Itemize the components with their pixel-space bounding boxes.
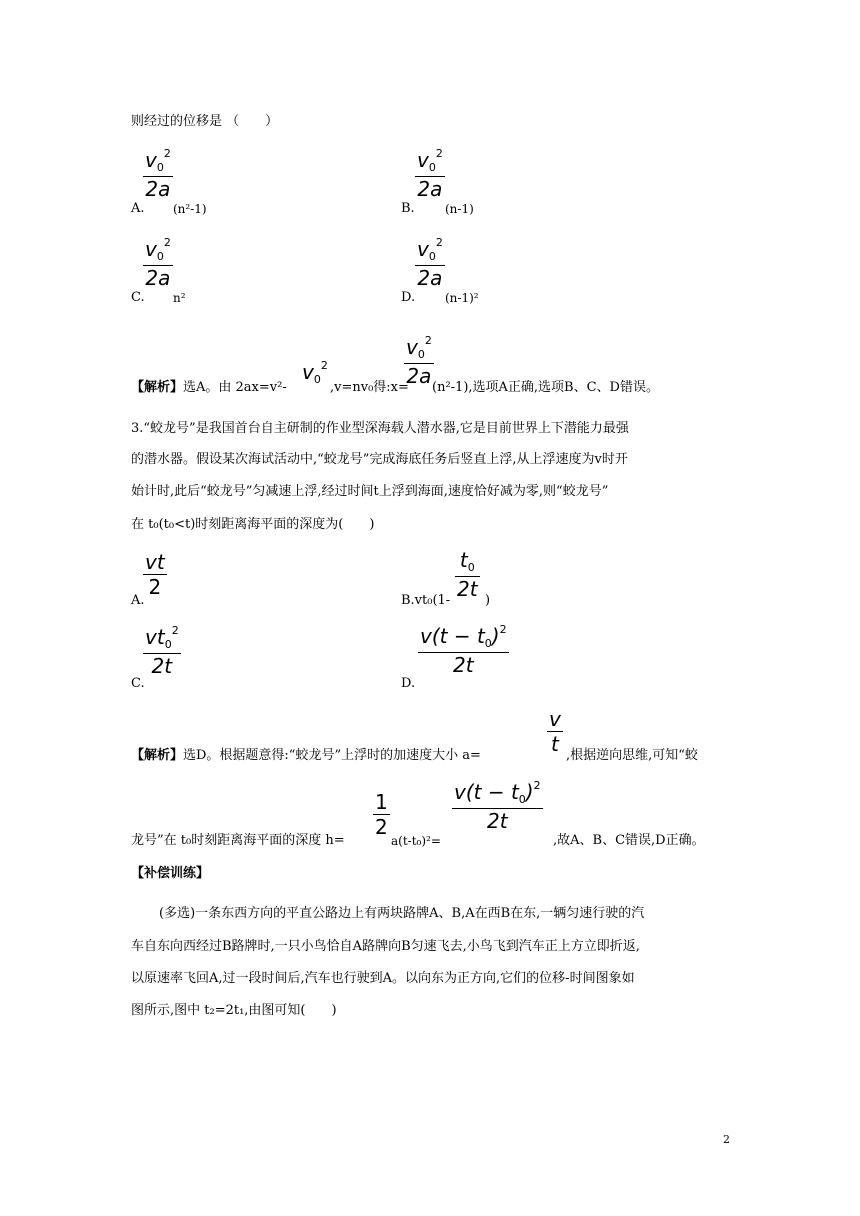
q3-analysis-tag: 【解析】 — [131, 748, 184, 763]
q3-option-d-fraction — [418, 624, 509, 677]
q3-option-b-prefix: B.vt₀(1- — [401, 593, 451, 608]
q2-option-c-tail: n² — [173, 291, 186, 305]
fraction-numerator: $v(t - t_0)^2$ — [420, 623, 507, 650]
fraction-denominator: t — [551, 732, 559, 756]
fraction-numerator: 1 — [375, 790, 388, 814]
q2-option-a-label: A. — [131, 201, 145, 216]
q3-analysis-text4: a(t-t₀)²= — [391, 834, 441, 848]
q3-analysis-text3: 龙号”在 t₀时刻距离海平面的深度 h= — [131, 833, 345, 848]
q3-analysis-a-fraction — [547, 707, 563, 756]
q3-analysis-text5: ,故A、B、C错误,D正确。 — [553, 833, 705, 848]
supplement-line2: 车自东向西经过B路牌时,一只小鸟恰自A路牌向B匀速飞去,小鸟飞到汽车正上方立即折返, — [131, 939, 640, 954]
q3-stem-line4: 在 t₀(t₀<t)时刻距离海平面的深度为( ) — [131, 517, 375, 532]
q3-option-d-label: D. — [401, 676, 416, 691]
fraction-numerator: $v_0^2$ — [406, 334, 432, 361]
q2-option-a-tail: (n²-1) — [173, 202, 207, 216]
fraction-numerator: $v_0^2$ — [417, 236, 443, 263]
fraction-denominator: 2a — [145, 266, 171, 290]
q2-option-b-tail: (n-1) — [445, 202, 474, 216]
q2-option-b-fraction — [415, 148, 445, 201]
page-number: 2 — [723, 1133, 730, 1146]
q2-analysis-text1: 选A。由 2ax=v²- — [183, 380, 287, 395]
fraction-numerator: $v_0^2$ — [145, 147, 171, 174]
q2-option-d-label: D. — [401, 290, 416, 305]
fraction-denominator: 2 — [148, 575, 162, 599]
fraction-denominator: 2t — [457, 577, 478, 601]
fraction-numerator: vt — [145, 550, 165, 574]
q3-option-c-label: C. — [131, 676, 145, 691]
q3-option-b-fraction — [455, 548, 480, 601]
fraction-denominator: 2t — [151, 654, 173, 678]
fraction-denominator: 2t — [453, 653, 474, 677]
fraction-denominator: 2a — [417, 177, 443, 201]
fraction-denominator: 2a — [145, 177, 171, 201]
fraction-numerator: $vt_0^2$ — [145, 624, 179, 651]
fraction-numerator: $v_0^2$ — [145, 236, 171, 263]
supplement-title: 【补偿训练】 — [131, 866, 210, 881]
fraction-denominator: 2a — [406, 364, 432, 388]
fraction-numerator: v — [549, 707, 561, 731]
q2-analysis-text3: (n²-1),选项A正确,选项B、C、D错误。 — [432, 380, 659, 395]
q2-option-d-tail: (n-1)² — [445, 291, 479, 305]
q2-analysis-tag: 【解析】 — [131, 380, 184, 395]
q3-analysis-depth-fraction — [452, 780, 543, 833]
fraction-numerator: $t_0$ — [459, 548, 475, 574]
q3-stem-line2: 的潜水器。假设某次海试活动中,“蛟龙号”完成海底任务后竖直上浮,从上浮速度为v时开 — [131, 452, 628, 467]
q3-option-a-label: A. — [131, 593, 145, 608]
fraction-numerator: $v(t - t_0)^2$ — [454, 779, 541, 806]
supplement-line1: (多选)一条东西方向的平直公路边上有两块路牌A、B,A在西B在东,一辆匀速行驶的汽 — [159, 906, 645, 921]
q2-option-a-fraction — [143, 148, 173, 201]
q2-option-d-fraction — [415, 237, 445, 290]
q2-option-b-label: B. — [401, 201, 415, 216]
q3-analysis-text1: 选D。根据题意得:“蛟龙号”上浮时的加速度大小 a= — [183, 748, 481, 763]
q2-stem-tail: 则经过的位移是 （ ） — [131, 114, 279, 129]
q3-stem-line3: 始计时,此后“蛟龙号”匀减速上浮,经过时间t上浮到海面,速度恰好减为零,则“蛟龙号” — [131, 484, 609, 499]
q2-option-c-label: C. — [131, 290, 145, 305]
fraction-numerator: $v_0^2$ — [417, 147, 443, 174]
fraction-denominator: 2t — [487, 809, 508, 833]
fraction-denominator: 2 — [375, 815, 388, 839]
supplement-line4: 图所示,图中 t₂=2t₁,由图可知( ) — [131, 1003, 337, 1018]
q3-analysis-text2: ,根据逆向思维,可知“蛟 — [566, 748, 698, 763]
q3-stem-line1: 3.“蛟龙号”是我国首台自主研制的作业型深海载人潜水器,它是目前世界上下潜能力最强 — [131, 421, 629, 436]
q3-option-c-fraction — [143, 625, 181, 678]
q2-option-c-fraction — [143, 237, 173, 290]
q3-option-b-suffix: ) — [485, 593, 491, 608]
q2-analysis-text2: ,v=nv₀得:x= — [330, 380, 409, 395]
supplement-line3: 以原速率飞回A,过一段时间后,汽车也行驶到A。以向东为正方向,它们的位移-时间图象如 — [131, 971, 635, 986]
q3-analysis-half-fraction — [373, 790, 390, 839]
q2-analysis-fraction — [404, 335, 434, 388]
q3-option-a-fraction — [143, 550, 167, 599]
fraction-denominator: 2a — [417, 266, 443, 290]
q2-analysis-v0-squared: $v_0^2$ — [302, 359, 328, 386]
